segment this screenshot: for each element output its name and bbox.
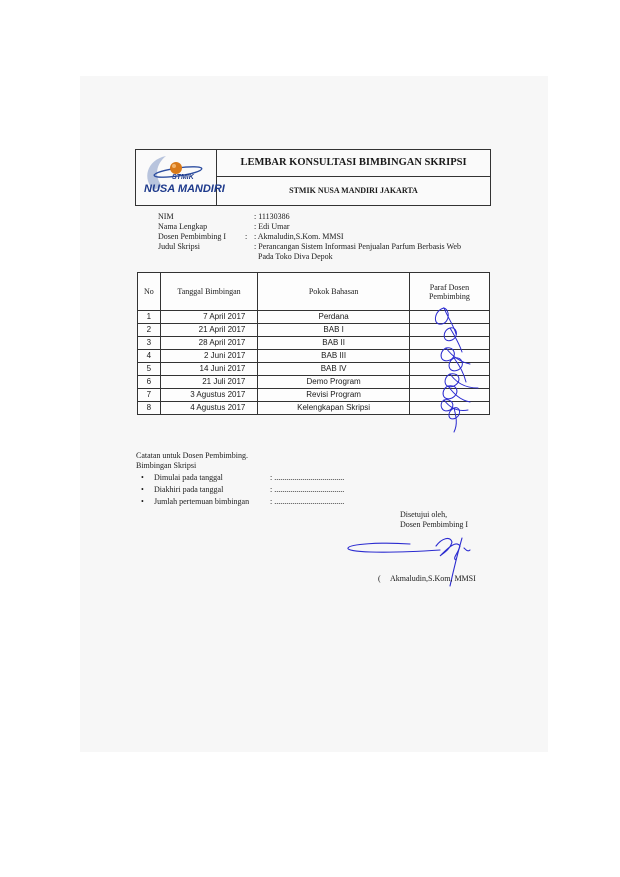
cell-tanggal: 4 Agustus 2017 (160, 402, 258, 415)
cell-tanggal: 28 April 2017 (160, 337, 258, 350)
notes-item-value: : ................................... (270, 497, 345, 506)
paraf-marks (420, 300, 500, 440)
cell-no: 5 (138, 363, 161, 376)
logo-text-stmik: STMIK (172, 174, 194, 181)
bullet-icon: • (141, 485, 144, 494)
cell-pokok: Kelengkapan Skripsi (258, 402, 410, 415)
notes-item-label: Dimulai pada tanggal (154, 473, 223, 482)
logo-text-name: NUSA MANDIRI (144, 183, 225, 195)
header-no: No (138, 273, 161, 311)
notes-item-label: Jumlah pertemuan bimbingan (154, 497, 250, 506)
notes-item-value: : ................................... (270, 473, 345, 482)
cell-no: 8 (138, 402, 161, 415)
nama-label: Nama Lengkap (158, 222, 208, 231)
cell-pokok: BAB III (258, 350, 410, 363)
cell-pokok: Revisi Program (258, 389, 410, 402)
header-paraf-line1: Paraf Dosen (429, 282, 470, 292)
cell-pokok: BAB I (258, 324, 410, 337)
notes-title: Catatan untuk Dosen Pembimbing. (136, 451, 248, 460)
nim-value: : 11130386 (254, 212, 290, 221)
judul-value-continued: Pada Toko Diva Depok (258, 252, 333, 261)
cell-no: 2 (138, 324, 161, 337)
cell-tanggal: 21 Juli 2017 (160, 376, 258, 389)
cell-no: 6 (138, 376, 161, 389)
cell-tanggal: 14 Juni 2017 (160, 363, 258, 376)
header-tanggal: Tanggal Bimbingan (160, 273, 258, 311)
judul-value: : Perancangan Sistem Informasi Penjualan Parfum Berbasis Web (254, 242, 461, 251)
header-pokok: Pokok Bahasan (258, 273, 410, 311)
bullet-icon: • (141, 497, 144, 506)
approval-name: Akmaludin,S.Kom, MMSI (390, 574, 476, 583)
document-title: LEMBAR KONSULTASI BIMBINGAN SKRIPSI (217, 150, 490, 177)
notes-item-value: : ................................... (270, 485, 345, 494)
cell-tanggal: 3 Agustus 2017 (160, 389, 258, 402)
cell-no: 1 (138, 311, 161, 324)
cell-no: 3 (138, 337, 161, 350)
cell-no: 7 (138, 389, 161, 402)
document-subtitle: STMIK NUSA MANDIRI JAKARTA (289, 186, 418, 195)
nim-label: NIM (158, 212, 174, 221)
notes-item-label: Diakhiri pada tanggal (154, 485, 224, 494)
cell-tanggal: 2 Juni 2017 (160, 350, 258, 363)
approval-label: Disetujui oleh, (400, 510, 448, 519)
document-header (135, 149, 491, 206)
cell-pokok: Perdana (258, 311, 410, 324)
approval-role: Dosen Pembimbing I (400, 520, 468, 529)
dosen-label: Dosen Pembimbing I (158, 232, 226, 241)
dosen-separator: : (245, 232, 248, 241)
cell-pokok: BAB IV (258, 363, 410, 376)
dosen-value: : Akmaludin,S.Kom. MMSI (254, 232, 344, 241)
bullet-icon: • (141, 473, 144, 482)
notes-subtitle: Bimbingan Skripsi (136, 461, 197, 470)
cell-tanggal: 7 April 2017 (160, 311, 258, 324)
nama-value: : Edi Umar (254, 222, 290, 231)
logo (136, 150, 225, 205)
header-paraf-line2: Pembimbing (428, 291, 470, 301)
cell-no: 4 (138, 350, 161, 363)
judul-label: Judul Skripsi (158, 242, 201, 251)
cell-tanggal: 21 April 2017 (160, 324, 258, 337)
cell-pokok: Demo Program (258, 376, 410, 389)
approval-paren: ( (378, 574, 381, 583)
cell-pokok: BAB II (258, 337, 410, 350)
